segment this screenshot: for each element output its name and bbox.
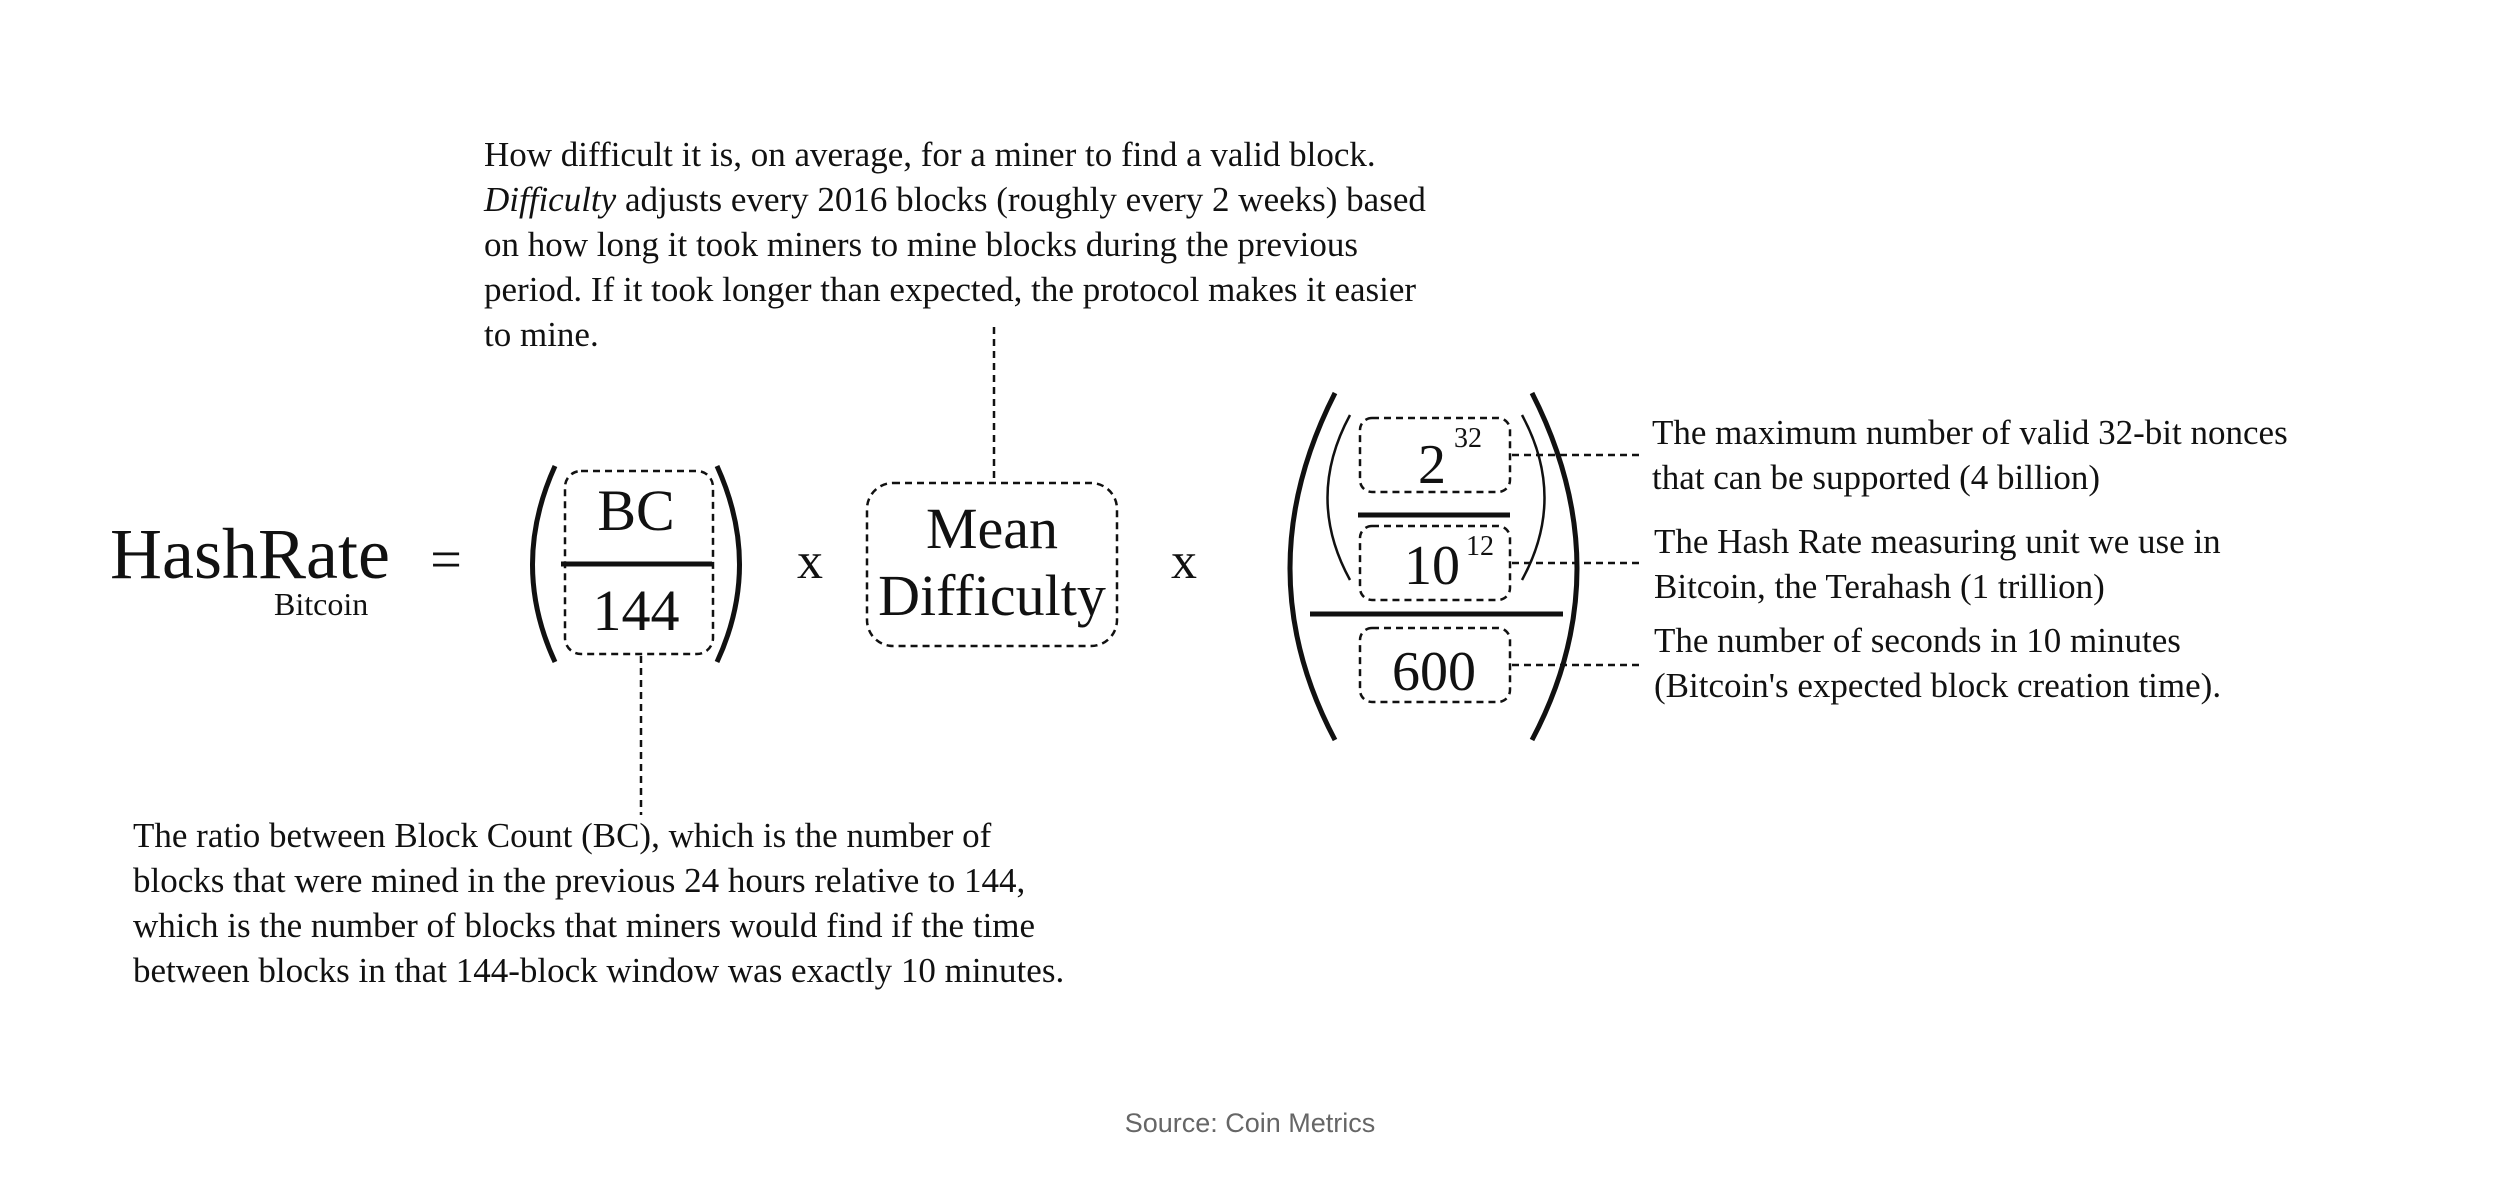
ratio-line-1: The ratio between Block Count (BC), which is the number of (133, 816, 992, 855)
outer-left-paren (1290, 393, 1335, 740)
inner-right-paren (1522, 415, 1545, 580)
ratio-line-2: blocks that were mined in the previous 24 hours relative to 144, (133, 861, 1026, 900)
left-paren (533, 466, 556, 662)
equals-sign: = (430, 529, 462, 591)
difficulty-line-2-rest: adjusts every 2016 blocks (roughly every 2 weeks) based (616, 180, 1426, 219)
bitcoin-subscript: Bitcoin (274, 586, 369, 622)
difficulty-label: Difficulty (878, 563, 1106, 628)
hashrate-label: HashRate (110, 514, 390, 594)
600-denominator: 600 (1392, 641, 1476, 703)
difficulty-annotation (484, 132, 1502, 357)
seconds-line-1: The number of seconds in 10 minutes (1654, 621, 2181, 660)
multiply-sign-1: x (797, 533, 823, 590)
terahash-line-1: The Hash Rate measuring unit we use in (1654, 522, 2221, 561)
inner-left-paren (1328, 415, 1351, 580)
mean-difficulty-term (867, 483, 1117, 646)
nonce-terahash-seconds-term (1290, 393, 1577, 740)
difficulty-line-3: on how long it took miners to mine blocks during the previous (484, 225, 1358, 264)
nonces-annotation (1652, 410, 2360, 500)
multiply-sign-2: x (1171, 533, 1197, 590)
difficulty-line-1: How difficult it is, on average, for a miner to find a valid block. (484, 135, 1376, 174)
exponent-32: 32 (1454, 423, 1482, 454)
outer-right-paren (1532, 393, 1577, 740)
difficulty-line-2 (484, 177, 1502, 222)
ten-base: 10 (1404, 535, 1460, 597)
seconds-line-2: (Bitcoin's expected block creation time). (1654, 666, 2222, 705)
terahash-line-2: Bitcoin, the Terahash (1 trillion) (1654, 567, 2105, 606)
mean-label: Mean (925, 496, 1059, 561)
block-count-ratio-term (533, 466, 740, 662)
144-denominator: 144 (592, 578, 680, 643)
exponent-12: 12 (1466, 531, 1494, 562)
source-caption: Source: Coin Metrics (1124, 1108, 1376, 1138)
bc-numerator: BC (597, 478, 675, 543)
ratio-line-3: which is the number of blocks that miners would find if the time (133, 906, 1036, 945)
difficulty-line-4: period. If it took longer than expected, the protocol makes it easier (484, 270, 1417, 309)
difficulty-term: Difficulty (484, 180, 617, 219)
terahash-annotation (1654, 519, 2386, 609)
right-paren (717, 466, 740, 662)
ratio-annotation (133, 813, 1149, 993)
two-base: 2 (1418, 434, 1446, 496)
nonces-line-1: The maximum number of valid 32-bit nonces (1652, 413, 2288, 452)
nonces-line-2: that can be supported (4 billion) (1652, 458, 2101, 497)
ratio-line-4: between blocks in that 144-block window was exactly 10 minutes. (133, 951, 1065, 990)
seconds-annotation (1654, 618, 2364, 708)
difficulty-line-5: to mine. (484, 315, 599, 354)
